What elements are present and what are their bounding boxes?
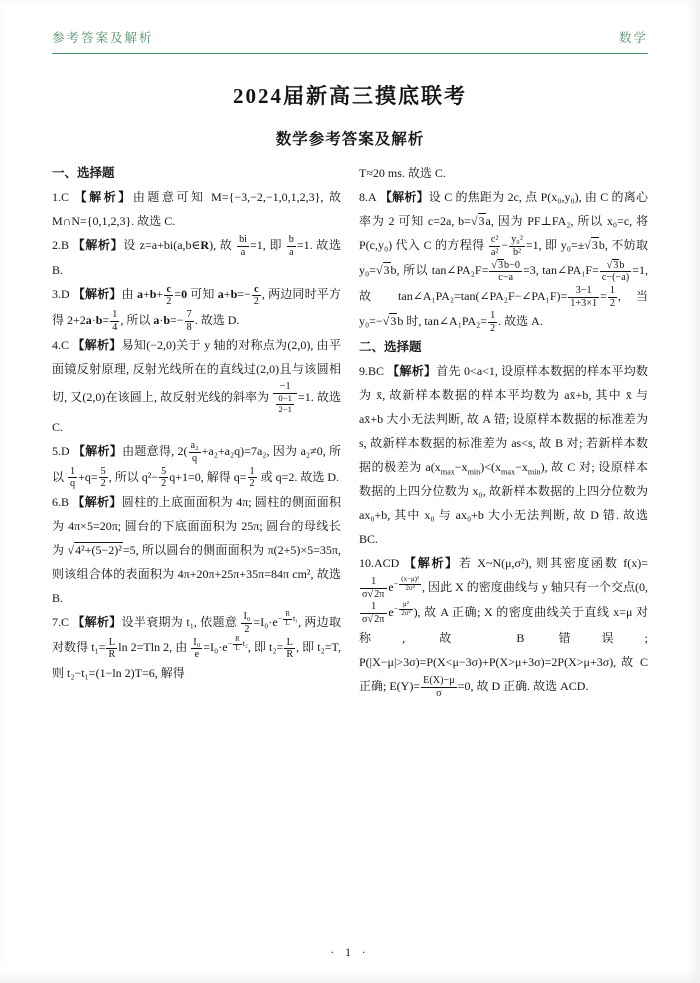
item-number-answer: 7.C [52, 615, 70, 629]
header-right-text: 数学 [618, 31, 648, 45]
item-number-answer: 3.D [52, 287, 70, 302]
item-number-answer: 5.D [52, 444, 70, 459]
page-header [52, 28, 648, 46]
answer-item-8 [359, 185, 648, 335]
analysis-tag: 【解析】 [72, 287, 122, 302]
analysis-tag: 【解析】 [402, 555, 459, 570]
answer-item-4 [52, 333, 341, 439]
analysis-tag: 【解析】 [72, 238, 124, 252]
item-body: 由题意可知 M={−3,−2,−1,0,1,2,3}, 故 M∩N={0,1,2,3}. 故选 C. [52, 190, 341, 228]
answer-item-9 [359, 359, 648, 551]
item-number-answer: 4.C [52, 338, 70, 353]
left-column [52, 161, 341, 699]
answer-item-6 [52, 490, 341, 610]
answer-item-1 [52, 185, 341, 233]
item-number-answer: 9.BC [359, 363, 385, 378]
item-body: 由题意得, 2( $\frac{\text{a₂}}{q}$ +a₂+a₂q)=7a₂, 因为 a₂≠0, 所以 $\frac{1}{q}$ +q= $\frac{5}{2}$ , 所以 q²− $\frac{5}{2}$ q+1=0, 解得 q= $\frac{1}{2}$ 或 q=2. 故选 D. [52, 440, 341, 490]
page-number: · 1 · [330, 947, 370, 959]
item-body: 若 X~N(μ,σ²), 则其密度函数 f(x)= $\frac{1}{\sigma√2\pi}$ $e^{- \frac{\text{(x−μ)²}}{\text{2σ²}}}$ , 因此 X 的密度曲线与 y 轴只有一个交点(0, $\frac{1}{\sigma√2\pi}$ $e^{- \frac{\text{μ²}}{\text{2σ²}}}$ ), 故 A 正确; X 的密度曲线关于直线 x=μ 对称, 故 B 错误; P(|X−μ|>3σ)=P(X<μ−3σ)+P(X>μ+3σ)=2P(X>μ+3σ), 故 C 正确; E(Y)= $\frac{E(X)-\mu}{\sigma}$ =0, 故 D 正确. 故选 ACD. [359, 555, 648, 699]
item-body: 设半衰期为 t₁, 依题意 $\frac{\text{I₀}}{2}$ $=I_0\cdot e^{- \frac{R}{L} t_1}$, 两边取对数得 t₁= $\frac{L}{R}$ ln 2=Tln 2, 由 $\frac{\text{I₀}}{e}$ $=I_0\cdot e^{- \frac{R}{L} t_2}$, 即 t₂= $\frac{L}{R}$ , 即 t₂=T, 则 t₂−t₁=(1−ln 2)T=6, 解得 [52, 610, 341, 680]
item-number-answer: 1.C [52, 190, 70, 204]
analysis-tag: 【解析】 [379, 190, 429, 204]
item-body: 首先 0<a<1, 设原样本数据的样本平均数为 x̄, 故新样本数据的样本平均数为 ax̄+b, 其中 x̄ 与 ax̄+b 大小无法判断, 故 A 错; 设原样本数据的标准差为 s, 故新样本数据的标准差为 as<s, 故 B 对; 若新样本数据的极差为 $a(x_{max}-x_{min})<(x_{max}-x_{min})$, 故 C 对; 设原样本数据的上四分位数为 x₀, 故新样本数据的上四分位数为 ax₀+b, 其中 x₀ 与 ax₀+b 大小无法判断, 故 D 错. 故选 BC. [359, 363, 648, 546]
item-number-answer: 2.B [52, 238, 70, 252]
section-heading-2: 二、选择题 [359, 339, 422, 354]
exam-title: 2024届新高三摸底联考 [233, 84, 467, 108]
content-columns [52, 161, 648, 699]
section-heading-1: 一、选择题 [52, 166, 115, 180]
answer-item-3 [52, 282, 341, 333]
item-number-answer: 8.A [359, 190, 377, 204]
answer-item-7 [52, 610, 341, 685]
answer-item-2 [52, 233, 341, 282]
analysis-tag: 【解析】 [72, 338, 122, 353]
analysis-tag: 【解析】 [72, 615, 122, 629]
answer-item-10 [359, 551, 648, 699]
item-body: 易知(−2,0)关于 y 轴的对称点为(2,0), 由平面镜反射原理, 反射光线所在的直线过(2,0)且与该圆相切, 又(2,0)在该圆上, 故反射光线的斜率为 $\frac{-1}{\frac{0-1}{2-1}}$ =1. 故选 C. [52, 338, 341, 435]
item-number-answer: 6.B [52, 495, 70, 509]
item-body: 由 a+b+ $\frac{c}{2}$ =0 可知 a+b=− $\frac{c}{2}$ , 两边同时平方得 2+2a·b= $\frac{1}{4}$ , 所以 a·b=− $\frac{7}{8}$ . 故选 D. [52, 283, 341, 333]
header-rule [52, 53, 648, 54]
item-body: 设 z=a+bi(a,b∈R), 故 $\frac{bi}{a}$ =1, 即 $\frac{b}{a}$ =1. 故选 B. [52, 234, 341, 278]
right-column [359, 161, 648, 699]
item-number-answer: 10.ACD [359, 555, 400, 570]
analysis-tag: 【解析】 [72, 444, 123, 459]
answer-key-subtitle: 数学参考答案及解析 [275, 131, 425, 148]
item-body: 圆柱的上底面面积为 4π; 圆柱的侧面面积为 4π×5=20π; 圆台的下底面面积为 25π; 圆台的母线长为 √4²+(5−2)²=5, 所以圆台的侧面面积为 π(2+5)×5=35π, 则该组合体的表面积为 4π+20π+25π+35π=84π cm², 故选 B. [52, 495, 341, 605]
header-left-text: 参考答案及解析 [52, 31, 154, 45]
analysis-tag: 【解析】 [72, 190, 133, 204]
analysis-tag: 【解析】 [387, 363, 437, 378]
answer-item-5 [52, 439, 341, 490]
page-footer [0, 947, 700, 959]
answer-item-7-continuation: T≈20 ms. 故选 C. [359, 166, 446, 180]
item-body: 设 C 的焦距为 2c, 点 P(x₀,y₀), 由 C 的离心率为 2 可知 c=2a, b=√3a, 因为 PF⊥FA₂, 所以 x₀=c, 将 P(c,y₀) 代入 C 的方程得 $\frac{\text{c²}}{\text{a²}}$ − $\frac{\text{y₀²}}{\text{b²}}$ =1, 即 y₀=±√3b, 不妨取 y₀=√3b, 所以 tan∠PA₂F= $\frac{√3b-0}{c-a}$ =3, tan∠PA₁F= $\frac{√3b}{c-(-a)}$ =1, 故 tan∠A₁PA₂=tan(∠PA₂F−∠PA₁F)= $\frac{3-1}{1+3\times 1}$ = $\frac{1}{2}$ , 当 y₀=−√3b 时, tan∠A₁PA₂= $\frac{1}{2}$ . 故选 A. [359, 190, 648, 335]
analysis-tag: 【解析】 [72, 495, 122, 509]
